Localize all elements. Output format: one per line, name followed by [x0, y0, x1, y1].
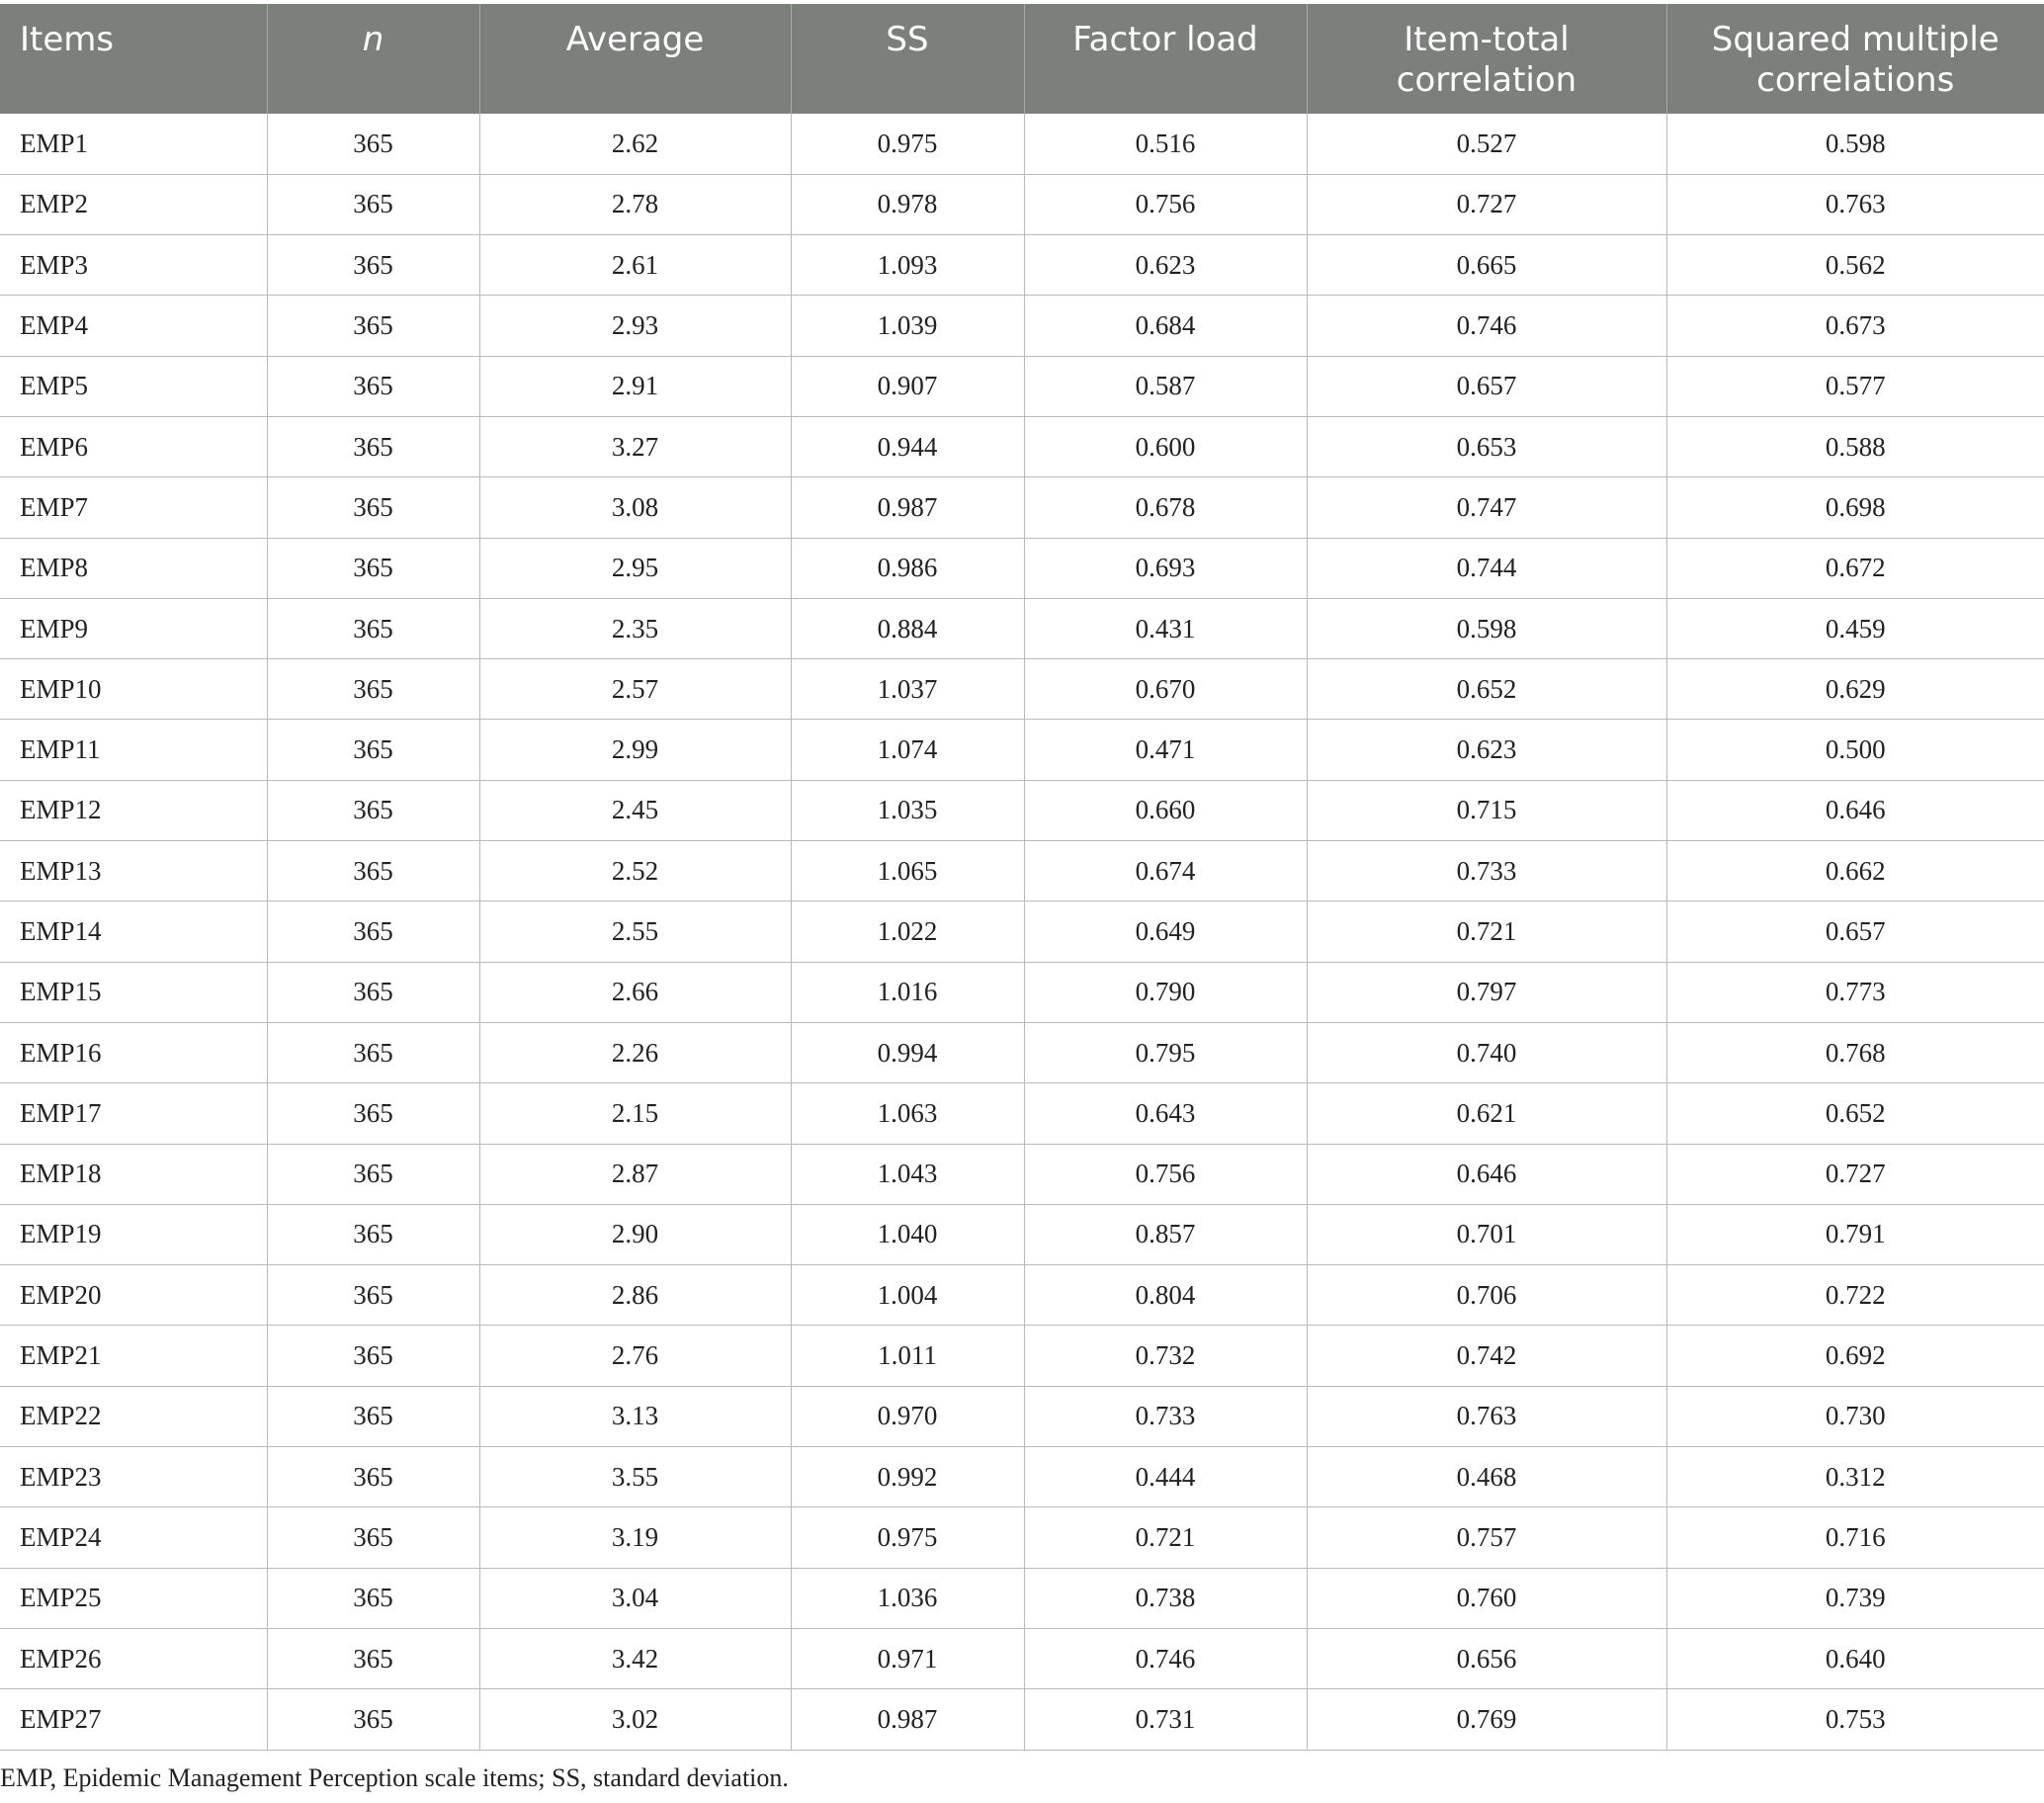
table-row	[0, 962, 2044, 1022]
cell-item: EMP1	[0, 114, 267, 174]
table-row	[0, 1204, 2044, 1264]
cell-item-total-correlation: 0.701	[1307, 1204, 1666, 1264]
cell-n: 365	[267, 659, 479, 720]
cell-item-total-correlation: 0.653	[1307, 416, 1666, 476]
cell-factor-load: 0.516	[1024, 114, 1307, 174]
cell-n: 365	[267, 1568, 479, 1628]
cell-ss: 0.987	[791, 1689, 1024, 1750]
cell-factor-load: 0.600	[1024, 416, 1307, 476]
table-header	[0, 4, 2044, 114]
cell-n: 365	[267, 1447, 479, 1507]
cell-item-total-correlation: 0.744	[1307, 538, 1666, 598]
cell-squared-multiple-correlations: 0.646	[1666, 780, 2044, 840]
cell-item-total-correlation: 0.769	[1307, 1689, 1666, 1750]
cell-average: 2.93	[479, 296, 791, 356]
cell-item-total-correlation: 0.665	[1307, 235, 1666, 296]
cell-n: 365	[267, 477, 479, 538]
cell-item: EMP9	[0, 598, 267, 658]
table-row	[0, 598, 2044, 658]
cell-ss: 0.944	[791, 416, 1024, 476]
header-row	[0, 4, 2044, 114]
cell-squared-multiple-correlations: 0.672	[1666, 538, 2044, 598]
cell-average: 2.87	[479, 1144, 791, 1204]
cell-squared-multiple-correlations: 0.629	[1666, 659, 2044, 720]
cell-squared-multiple-correlations: 0.500	[1666, 720, 2044, 780]
cell-average: 2.95	[479, 538, 791, 598]
cell-item: EMP8	[0, 538, 267, 598]
cell-n: 365	[267, 1628, 479, 1688]
cell-item-total-correlation: 0.763	[1307, 1386, 1666, 1446]
cell-squared-multiple-correlations: 0.698	[1666, 477, 2044, 538]
cell-average: 2.90	[479, 1204, 791, 1264]
table-row	[0, 174, 2044, 234]
cell-item: EMP16	[0, 1022, 267, 1082]
cell-item: EMP3	[0, 235, 267, 296]
cell-n: 365	[267, 174, 479, 234]
cell-item: EMP2	[0, 174, 267, 234]
cell-ss: 1.043	[791, 1144, 1024, 1204]
cell-average: 2.52	[479, 841, 791, 902]
cell-item-total-correlation: 0.747	[1307, 477, 1666, 538]
cell-item: EMP26	[0, 1628, 267, 1688]
cell-average: 3.02	[479, 1689, 791, 1750]
cell-item: EMP20	[0, 1265, 267, 1326]
table-row	[0, 902, 2044, 962]
cell-item-total-correlation: 0.706	[1307, 1265, 1666, 1326]
cell-average: 2.76	[479, 1326, 791, 1386]
cell-squared-multiple-correlations: 0.763	[1666, 174, 2044, 234]
cell-n: 365	[267, 235, 479, 296]
header-squared-multiple-correlations: Squared multiple correlations	[1666, 4, 2044, 114]
cell-item: EMP5	[0, 356, 267, 416]
cell-item: EMP12	[0, 780, 267, 840]
cell-average: 3.08	[479, 477, 791, 538]
cell-item-total-correlation: 0.715	[1307, 780, 1666, 840]
cell-n: 365	[267, 114, 479, 174]
cell-item: EMP11	[0, 720, 267, 780]
table-row	[0, 659, 2044, 720]
cell-n: 365	[267, 1144, 479, 1204]
cell-average: 2.57	[479, 659, 791, 720]
cell-item: EMP13	[0, 841, 267, 902]
cell-ss: 0.975	[791, 114, 1024, 174]
table-footnote: EMP, Epidemic Management Perception scale items; SS, standard deviation.	[0, 1763, 789, 1792]
cell-n: 365	[267, 841, 479, 902]
cell-n: 365	[267, 1326, 479, 1386]
cell-average: 2.86	[479, 1265, 791, 1326]
cell-item: EMP19	[0, 1204, 267, 1264]
table-row	[0, 1083, 2044, 1144]
cell-average: 2.62	[479, 114, 791, 174]
cell-average: 2.61	[479, 235, 791, 296]
cell-item: EMP17	[0, 1083, 267, 1144]
cell-average: 2.15	[479, 1083, 791, 1144]
cell-squared-multiple-correlations: 0.739	[1666, 1568, 2044, 1628]
cell-item: EMP10	[0, 659, 267, 720]
cell-item-total-correlation: 0.621	[1307, 1083, 1666, 1144]
cell-n: 365	[267, 1265, 479, 1326]
cell-factor-load: 0.444	[1024, 1447, 1307, 1507]
cell-ss: 0.975	[791, 1507, 1024, 1568]
table-row	[0, 1022, 2044, 1082]
cell-ss: 0.994	[791, 1022, 1024, 1082]
cell-item: EMP23	[0, 1447, 267, 1507]
cell-average: 2.78	[479, 174, 791, 234]
cell-item-total-correlation: 0.652	[1307, 659, 1666, 720]
cell-n: 365	[267, 1204, 479, 1264]
cell-factor-load: 0.670	[1024, 659, 1307, 720]
cell-factor-load: 0.660	[1024, 780, 1307, 840]
cell-ss: 1.037	[791, 659, 1024, 720]
cell-factor-load: 0.756	[1024, 174, 1307, 234]
cell-ss: 1.065	[791, 841, 1024, 902]
cell-n: 365	[267, 902, 479, 962]
cell-factor-load: 0.643	[1024, 1083, 1307, 1144]
cell-ss: 1.093	[791, 235, 1024, 296]
cell-average: 3.55	[479, 1447, 791, 1507]
cell-n: 365	[267, 1083, 479, 1144]
cell-n: 365	[267, 1022, 479, 1082]
cell-average: 2.91	[479, 356, 791, 416]
cell-factor-load: 0.857	[1024, 1204, 1307, 1264]
cell-ss: 0.907	[791, 356, 1024, 416]
cell-factor-load: 0.721	[1024, 1507, 1307, 1568]
cell-ss: 1.035	[791, 780, 1024, 840]
cell-ss: 0.971	[791, 1628, 1024, 1688]
cell-average: 2.55	[479, 902, 791, 962]
cell-item-total-correlation: 0.733	[1307, 841, 1666, 902]
cell-item-total-correlation: 0.740	[1307, 1022, 1666, 1082]
cell-item: EMP21	[0, 1326, 267, 1386]
cell-item: EMP15	[0, 962, 267, 1022]
cell-factor-load: 0.431	[1024, 598, 1307, 658]
table-row	[0, 1265, 2044, 1326]
cell-item-total-correlation: 0.656	[1307, 1628, 1666, 1688]
cell-average: 3.42	[479, 1628, 791, 1688]
cell-squared-multiple-correlations: 0.598	[1666, 114, 2044, 174]
cell-ss: 1.022	[791, 902, 1024, 962]
cell-item: EMP6	[0, 416, 267, 476]
cell-factor-load: 0.756	[1024, 1144, 1307, 1204]
cell-squared-multiple-correlations: 0.588	[1666, 416, 2044, 476]
cell-squared-multiple-correlations: 0.773	[1666, 962, 2044, 1022]
cell-factor-load: 0.733	[1024, 1386, 1307, 1446]
cell-squared-multiple-correlations: 0.562	[1666, 235, 2044, 296]
cell-item-total-correlation: 0.646	[1307, 1144, 1666, 1204]
cell-squared-multiple-correlations: 0.753	[1666, 1689, 2044, 1750]
table-row	[0, 416, 2044, 476]
cell-squared-multiple-correlations: 0.673	[1666, 296, 2044, 356]
cell-average: 3.04	[479, 1568, 791, 1628]
cell-item-total-correlation: 0.727	[1307, 174, 1666, 234]
header-items: Items	[0, 4, 267, 114]
cell-item: EMP18	[0, 1144, 267, 1204]
cell-factor-load: 0.731	[1024, 1689, 1307, 1750]
cell-squared-multiple-correlations: 0.791	[1666, 1204, 2044, 1264]
table-row	[0, 1689, 2044, 1750]
cell-squared-multiple-correlations: 0.727	[1666, 1144, 2044, 1204]
cell-item-total-correlation: 0.742	[1307, 1326, 1666, 1386]
cell-n: 365	[267, 416, 479, 476]
cell-squared-multiple-correlations: 0.577	[1666, 356, 2044, 416]
cell-average: 2.35	[479, 598, 791, 658]
cell-factor-load: 0.795	[1024, 1022, 1307, 1082]
cell-n: 365	[267, 720, 479, 780]
table-row	[0, 1447, 2044, 1507]
table-row	[0, 1628, 2044, 1688]
data-table	[0, 4, 2044, 1751]
cell-average: 3.13	[479, 1386, 791, 1446]
cell-squared-multiple-correlations: 0.716	[1666, 1507, 2044, 1568]
cell-squared-multiple-correlations: 0.730	[1666, 1386, 2044, 1446]
cell-n: 365	[267, 780, 479, 840]
cell-squared-multiple-correlations: 0.768	[1666, 1022, 2044, 1082]
cell-ss: 1.074	[791, 720, 1024, 780]
cell-item: EMP4	[0, 296, 267, 356]
cell-squared-multiple-correlations: 0.640	[1666, 1628, 2044, 1688]
table-row	[0, 1507, 2044, 1568]
table-row	[0, 841, 2044, 902]
header-factor-load: Factor load	[1024, 4, 1307, 114]
cell-n: 365	[267, 296, 479, 356]
cell-item-total-correlation: 0.757	[1307, 1507, 1666, 1568]
cell-squared-multiple-correlations: 0.662	[1666, 841, 2044, 902]
cell-factor-load: 0.790	[1024, 962, 1307, 1022]
table-body	[0, 114, 2044, 1750]
table-row	[0, 1386, 2044, 1446]
cell-factor-load: 0.678	[1024, 477, 1307, 538]
data-table-container	[0, 4, 2044, 1751]
table-row	[0, 477, 2044, 538]
cell-ss: 1.063	[791, 1083, 1024, 1144]
cell-squared-multiple-correlations: 0.692	[1666, 1326, 2044, 1386]
cell-squared-multiple-correlations: 0.459	[1666, 598, 2044, 658]
cell-n: 365	[267, 1507, 479, 1568]
cell-item-total-correlation: 0.721	[1307, 902, 1666, 962]
cell-factor-load: 0.674	[1024, 841, 1307, 902]
cell-average: 2.66	[479, 962, 791, 1022]
cell-ss: 1.039	[791, 296, 1024, 356]
cell-item-total-correlation: 0.797	[1307, 962, 1666, 1022]
cell-squared-multiple-correlations: 0.657	[1666, 902, 2044, 962]
table-row	[0, 538, 2044, 598]
cell-ss: 0.992	[791, 1447, 1024, 1507]
table-row	[0, 235, 2044, 296]
cell-ss: 0.970	[791, 1386, 1024, 1446]
cell-ss: 0.978	[791, 174, 1024, 234]
cell-n: 365	[267, 962, 479, 1022]
cell-item-total-correlation: 0.598	[1307, 598, 1666, 658]
cell-item: EMP7	[0, 477, 267, 538]
cell-ss: 1.036	[791, 1568, 1024, 1628]
table-row	[0, 1326, 2044, 1386]
cell-factor-load: 0.693	[1024, 538, 1307, 598]
cell-factor-load: 0.738	[1024, 1568, 1307, 1628]
cell-item: EMP22	[0, 1386, 267, 1446]
cell-factor-load: 0.587	[1024, 356, 1307, 416]
cell-factor-load: 0.471	[1024, 720, 1307, 780]
cell-item-total-correlation: 0.760	[1307, 1568, 1666, 1628]
table-row	[0, 720, 2044, 780]
cell-item-total-correlation: 0.623	[1307, 720, 1666, 780]
table-row	[0, 114, 2044, 174]
cell-factor-load: 0.684	[1024, 296, 1307, 356]
table-row	[0, 356, 2044, 416]
cell-factor-load: 0.804	[1024, 1265, 1307, 1326]
cell-n: 365	[267, 356, 479, 416]
cell-n: 365	[267, 538, 479, 598]
cell-average: 2.26	[479, 1022, 791, 1082]
cell-ss: 1.040	[791, 1204, 1024, 1264]
cell-item-total-correlation: 0.527	[1307, 114, 1666, 174]
cell-ss: 1.011	[791, 1326, 1024, 1386]
cell-squared-multiple-correlations: 0.652	[1666, 1083, 2044, 1144]
cell-ss: 0.987	[791, 477, 1024, 538]
cell-squared-multiple-correlations: 0.312	[1666, 1447, 2044, 1507]
header-n: n	[267, 4, 479, 114]
cell-factor-load: 0.746	[1024, 1628, 1307, 1688]
cell-item-total-correlation: 0.657	[1307, 356, 1666, 416]
cell-factor-load: 0.732	[1024, 1326, 1307, 1386]
cell-ss: 0.884	[791, 598, 1024, 658]
cell-n: 365	[267, 1689, 479, 1750]
cell-average: 2.99	[479, 720, 791, 780]
cell-n: 365	[267, 1386, 479, 1446]
table-row	[0, 1568, 2044, 1628]
table-row	[0, 780, 2044, 840]
cell-squared-multiple-correlations: 0.722	[1666, 1265, 2044, 1326]
cell-average: 3.27	[479, 416, 791, 476]
cell-ss: 0.986	[791, 538, 1024, 598]
cell-item-total-correlation: 0.746	[1307, 296, 1666, 356]
cell-item: EMP24	[0, 1507, 267, 1568]
cell-item: EMP25	[0, 1568, 267, 1628]
header-item-total-correlation: Item-total correlation	[1307, 4, 1666, 114]
cell-factor-load: 0.623	[1024, 235, 1307, 296]
cell-average: 2.45	[479, 780, 791, 840]
header-average: Average	[479, 4, 791, 114]
table-row	[0, 296, 2044, 356]
cell-ss: 1.016	[791, 962, 1024, 1022]
cell-factor-load: 0.649	[1024, 902, 1307, 962]
cell-n: 365	[267, 598, 479, 658]
table-row	[0, 1144, 2044, 1204]
cell-item: EMP14	[0, 902, 267, 962]
cell-item-total-correlation: 0.468	[1307, 1447, 1666, 1507]
cell-ss: 1.004	[791, 1265, 1024, 1326]
header-ss: SS	[791, 4, 1024, 114]
cell-average: 3.19	[479, 1507, 791, 1568]
cell-item: EMP27	[0, 1689, 267, 1750]
